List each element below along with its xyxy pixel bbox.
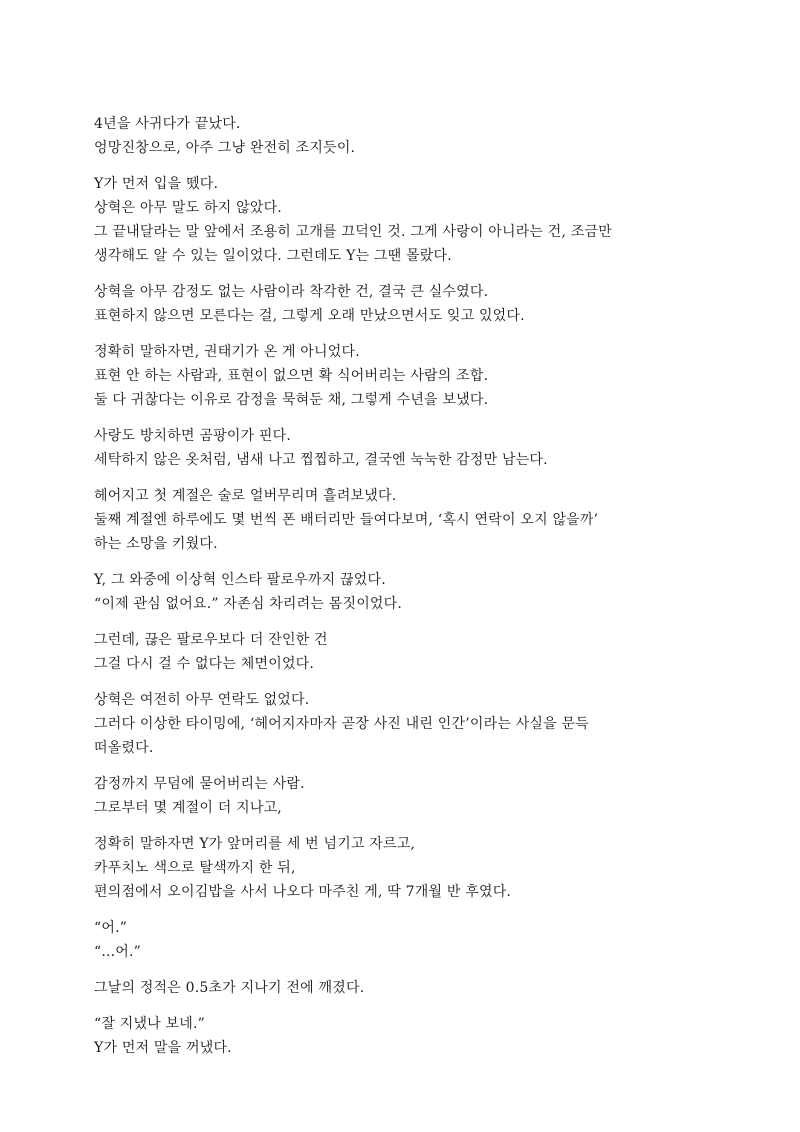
paragraph [94, 628, 714, 676]
text-line: 상혁을 아무 감정도 없는 사람이라 착각한 건, 결국 큰 실수였다. [94, 284, 489, 300]
text-line: Y가 먼저 입을 뗐다. [94, 176, 219, 192]
paragraph [94, 916, 714, 964]
paragraph [94, 112, 714, 160]
text-line: 그날의 정적은 0.5초가 지나기 전에 깨졌다. [94, 980, 365, 996]
document-body [94, 112, 714, 1072]
text-line: 정확히 말하자면 Y가 앞머리를 세 번 넘기고 자르고, [94, 836, 416, 852]
paragraph [94, 484, 714, 556]
text-line: 그러다 이상한 타이밍에, ‘헤어지자마자 곧장 사진 내린 인간’이라는 사실을 문득 [94, 716, 589, 732]
paragraph [94, 1012, 714, 1060]
text-line: 상혁은 여전히 아무 연락도 없었다. [94, 692, 310, 708]
paragraph [94, 568, 714, 616]
text-line: 세탁하지 않은 옷처럼, 냄새 나고 찝찝하고, 결국엔 눅눅한 감정만 남는다. [94, 452, 548, 468]
text-line: 둘 다 귀찮다는 이유로 감정을 묵혀둔 채, 그렇게 수년을 보냈다. [94, 392, 489, 408]
text-line: 편의점에서 오이김밥을 사서 나오다 마주친 게, 딱 7개월 반 후였다. [94, 884, 512, 900]
text-line: “어.” [94, 920, 128, 936]
text-line: “잘 지냈나 보네.” [94, 1016, 206, 1032]
paragraph [94, 832, 714, 904]
paragraph [94, 424, 714, 472]
paragraph [94, 340, 714, 412]
text-line: 표현 안 하는 사람과, 표현이 없으면 확 식어버리는 사람의 조합. [94, 368, 489, 384]
text-line: 생각해도 알 수 있는 일이었다. 그런데도 Y는 그땐 몰랐다. [94, 248, 452, 264]
text-line: 헤어지고 첫 계절은 술로 얼버무리며 흘려보냈다. [94, 488, 397, 504]
text-line: 감정까지 무덤에 묻어버리는 사람. [94, 776, 305, 792]
text-line: 둘째 계절엔 하루에도 몇 번씩 폰 배터리만 들여다보며, ‘혹시 연락이 오지 않을까’ [94, 512, 599, 528]
text-line: 정확히 말하자면, 권태기가 온 게 아니었다. [94, 344, 360, 360]
paragraph [94, 280, 714, 328]
text-line: 그걸 다시 걸 수 없다는 체면이었다. [94, 656, 315, 672]
text-line: 4년을 사귀다가 끝났다. [94, 116, 241, 132]
text-line: 표현하지 않으면 모른다는 걸, 그렇게 오래 만났으면서도 잊고 있었다. [94, 308, 525, 324]
text-line: Y가 먼저 말을 꺼냈다. [94, 1040, 232, 1056]
paragraph [94, 772, 714, 820]
paragraph [94, 172, 714, 268]
text-line: 그런데, 끊은 팔로우보다 더 잔인한 건 [94, 632, 328, 648]
paragraph [94, 976, 714, 1000]
text-line: 카푸치노 색으로 탈색까지 한 뒤, [94, 860, 296, 876]
text-line: 상혁은 아무 말도 하지 않았다. [94, 200, 282, 216]
text-line: 떠올렸다. [94, 740, 154, 756]
text-line: 사랑도 방치하면 곰팡이가 핀다. [94, 428, 292, 444]
text-line: 그 끝내달라는 말 앞에서 조용히 고개를 끄덕인 것. 그게 사랑이 아니라는 건, 조금만 [94, 224, 612, 240]
text-line: Y, 그 와중에 이상혁 인스타 팔로우까지 끊었다. [94, 572, 386, 588]
paragraph [94, 688, 714, 760]
text-line: 엉망진창으로, 아주 그냥 완전히 조지듯이. [94, 140, 356, 156]
text-line: 그로부터 몇 계절이 더 지나고, [94, 800, 282, 816]
text-line: 하는 소망을 키웠다. [94, 536, 218, 552]
text-line: “이제 관심 없어요.” 자존심 차리려는 몸짓이었다. [94, 596, 403, 612]
text-line: “...어.” [94, 944, 142, 960]
